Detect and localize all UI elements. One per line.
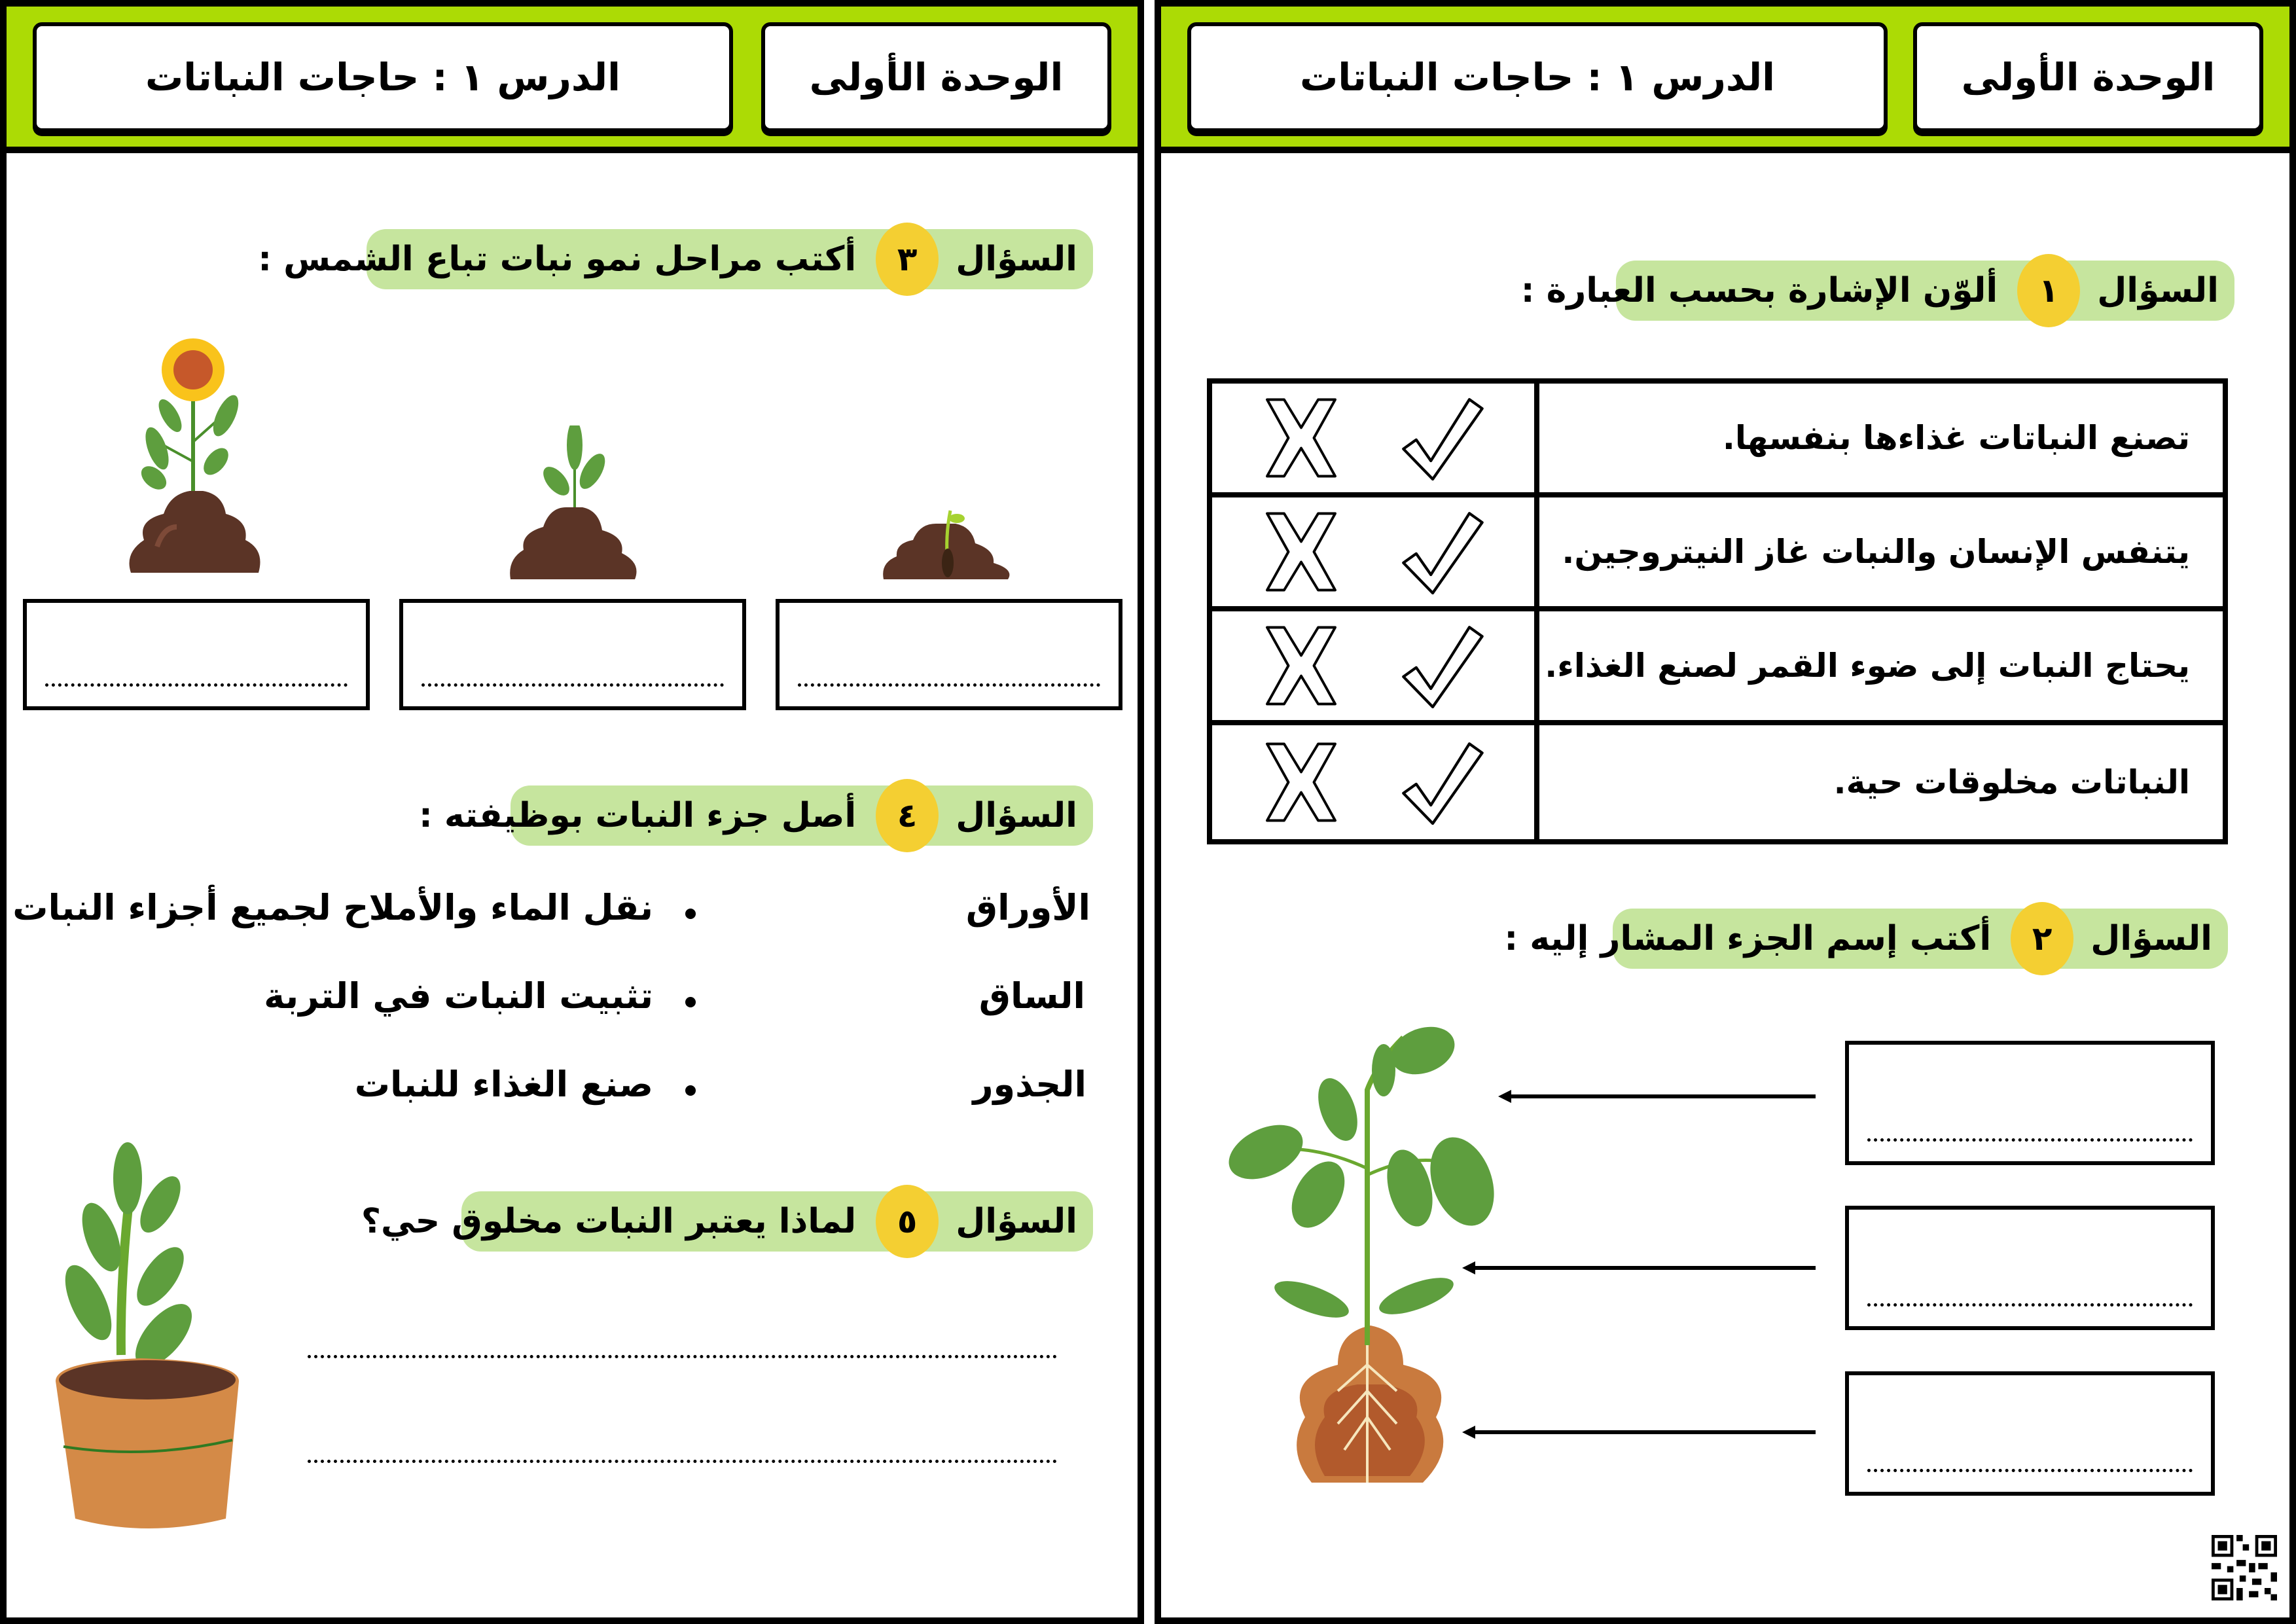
question-prompt: أكتب مراحل نمو نبات تباع الشمس : [258, 240, 857, 279]
tf-row-3 [1212, 611, 2223, 725]
sunflower-mature-icon [118, 331, 275, 579]
arrow-head-icon [1498, 1090, 1511, 1103]
check-icon[interactable] [1396, 620, 1488, 712]
check-icon[interactable] [1396, 506, 1488, 598]
tf-statement: النباتات مخلوقات حية. [1833, 763, 2190, 801]
tf-statement: يحتاج النبات إلى ضوء القمر لصنع الغذاء. [1545, 647, 2190, 685]
answer-dotted-line [45, 683, 348, 687]
question-number-badge: ١ [2017, 254, 2080, 327]
germinating-seed-icon [877, 497, 1021, 583]
question-1-header [1520, 261, 2234, 321]
question-4-header [418, 785, 1093, 846]
tf-marks [1212, 497, 1539, 606]
unit-title: الوحدة الأولى [761, 22, 1111, 132]
plant-part-stem[interactable]: الساق [978, 975, 1085, 1017]
question-label: السؤال [956, 796, 1077, 835]
question-label: السؤال [2097, 271, 2219, 310]
arrow-head-icon [1462, 1426, 1475, 1439]
answer-dotted-line [1867, 1469, 2193, 1472]
stage-answer-box-3[interactable] [776, 599, 1122, 710]
plant-diagram-icon [1207, 1024, 1573, 1548]
seedling-icon [504, 425, 648, 583]
part-answer-box-1[interactable] [1845, 1041, 2215, 1165]
plant-part-leaves[interactable]: الأوراق [965, 887, 1090, 928]
question-label: السؤال [956, 240, 1077, 279]
qr-code-icon[interactable] [2212, 1535, 2277, 1600]
lesson-title: الدرس ١ : حاجات النباتات [1187, 22, 1888, 132]
true-false-table [1207, 378, 2228, 844]
question-3-header [258, 229, 1093, 289]
check-icon[interactable] [1396, 736, 1488, 828]
answer-line-2[interactable] [308, 1460, 1057, 1463]
x-icon[interactable] [1259, 509, 1344, 594]
tf-statement: تصنع النباتات غذاءها بنفسها. [1722, 419, 2190, 457]
header-band [1161, 7, 2289, 153]
bullet-icon [685, 997, 696, 1007]
worksheet-page-left [0, 0, 1144, 1624]
tf-marks [1212, 611, 1539, 720]
stage-answer-box-2[interactable] [399, 599, 746, 710]
x-icon[interactable] [1259, 395, 1344, 480]
arrow-root [1472, 1430, 1816, 1434]
arrow-leaf [1508, 1094, 1816, 1098]
tf-statement: يتنفس الإنسان والنبات غاز النيتروجين. [1562, 533, 2190, 571]
tf-row-4 [1212, 725, 2223, 839]
function-make-food[interactable]: صنع الغذاء للنبات [354, 1064, 653, 1105]
worksheet-page-right [1155, 0, 2296, 1624]
tf-marks [1212, 384, 1539, 492]
answer-line-1[interactable] [308, 1355, 1057, 1358]
x-icon[interactable] [1259, 740, 1344, 825]
question-label: السؤال [956, 1202, 1077, 1241]
unit-title: الوحدة الأولى [1913, 22, 2263, 132]
bullet-icon [685, 909, 696, 919]
x-icon[interactable] [1259, 623, 1344, 708]
stage-answer-box-1[interactable] [23, 599, 370, 710]
question-number-badge: ٥ [876, 1185, 939, 1258]
bullet-icon [685, 1085, 696, 1096]
tf-row-2 [1212, 497, 2223, 611]
header-band [7, 7, 1138, 153]
function-anchor[interactable]: تثبيت النبات في التربة [264, 975, 653, 1017]
tf-marks [1212, 725, 1539, 839]
question-number-badge: ٣ [876, 223, 939, 296]
answer-dotted-line [1867, 1138, 2193, 1142]
check-icon[interactable] [1396, 392, 1488, 484]
tf-row-1 [1212, 384, 2223, 497]
question-number-badge: ٤ [876, 779, 939, 852]
answer-dotted-line [422, 683, 724, 687]
question-5-header [361, 1191, 1093, 1252]
arrow-head-icon [1462, 1261, 1475, 1274]
lesson-title: الدرس ١ : حاجات النباتات [33, 22, 733, 132]
answer-dotted-line [798, 683, 1100, 687]
question-2-header [1504, 909, 2228, 969]
part-answer-box-3[interactable] [1845, 1371, 2215, 1496]
question-number-badge: ٢ [2011, 902, 2073, 975]
question-prompt: لماذا يعتبر النبات مخلوق حي؟ [361, 1202, 857, 1241]
arrow-stem [1472, 1266, 1816, 1270]
potted-plant-icon [49, 1132, 245, 1538]
question-prompt: أكتب إسم الجزء المشار إليه : [1504, 919, 1992, 958]
question-prompt: ألوّن الإشارة بحسب العبارة : [1520, 271, 1998, 310]
question-label: السؤال [2090, 919, 2212, 958]
plant-part-roots[interactable]: الجذور [973, 1064, 1086, 1105]
question-prompt: أصل جزء النبات بوظيفته : [418, 796, 857, 835]
function-transport[interactable]: نقل الماء والأملاح لجميع أجزاء النبات [12, 887, 653, 928]
part-answer-box-2[interactable] [1845, 1206, 2215, 1330]
answer-dotted-line [1867, 1303, 2193, 1307]
